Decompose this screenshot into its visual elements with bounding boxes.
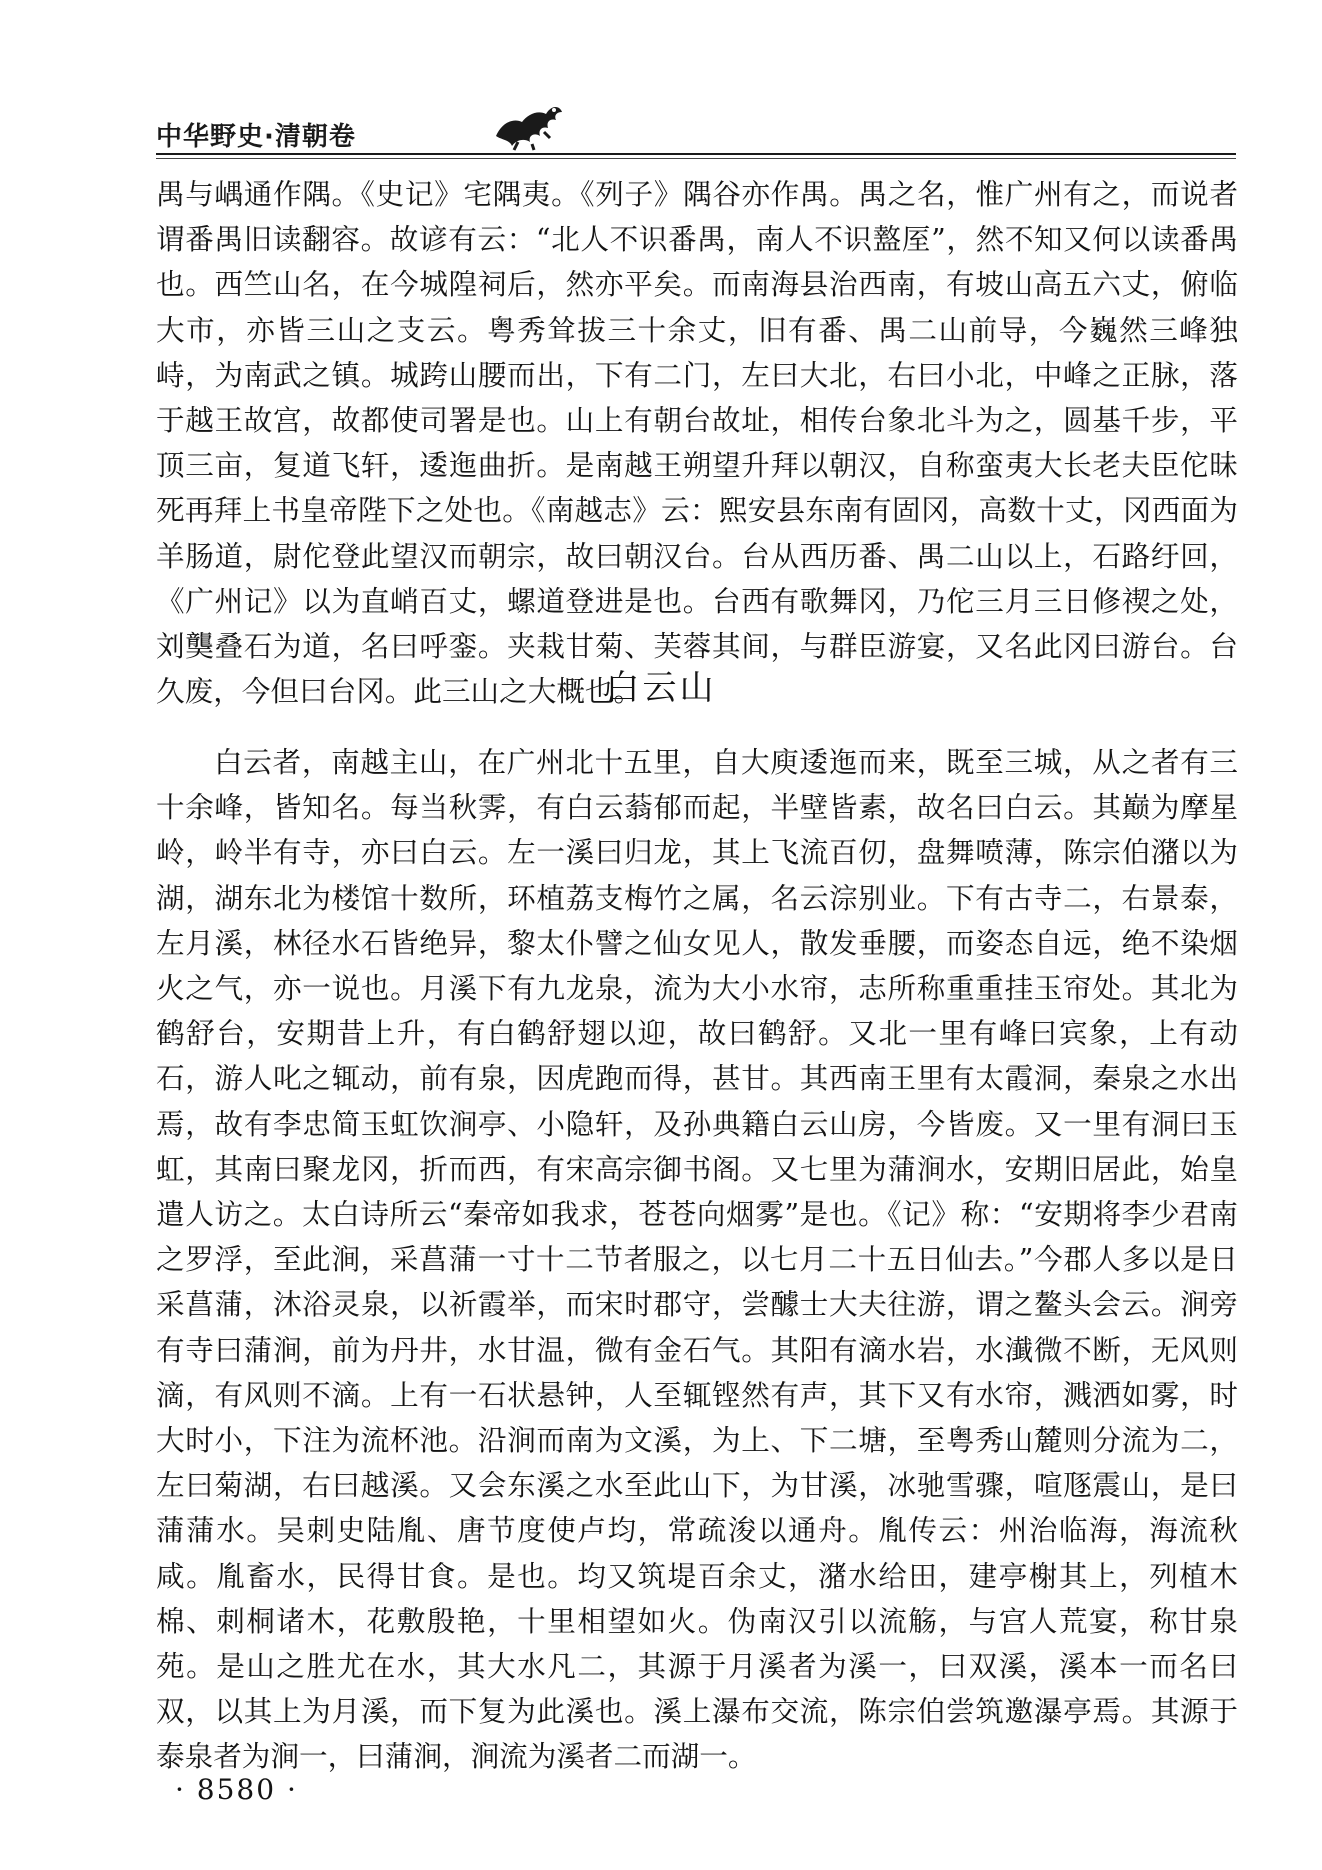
header-rule-thin <box>156 158 1236 159</box>
header-rule <box>156 153 1236 155</box>
page-number: · 8580 · <box>175 1773 298 1806</box>
dragon-emblem-icon <box>488 92 568 152</box>
paragraph-1: 禺与嵎通作隅。《史记》宅隅夷。《列子》隅谷亦作禺。禺之名，惟广州有之，而说者谓番禺旧读翻容。故谚有云：“北人不识番禺，南人不识盩厔”，然不知又何以读番禺也。西竺山名，在今城隍祠后，然亦平矣。而南海县治西南，有坡山高五六丈，俯临大市，亦皆三山之支云。粤秀耸拔三十余丈，旧有番、禺二山前导，今巍然三峰独峙，为南武之镇。城跨山腰而出，下有二门，左曰大北，右曰小北，中峰之正脉，落于越王故宫，故都使司署是也。山上有朝台故址，相传台象北斗为之，圆基千步，平顶三亩，复道飞轩，逶迤曲折。是南越王朔望升拜以朝汉，自称蛮夷大长老夫臣佗昧死再拜上书皇帝陛下之处也。《南越志》云：熙安县东南有固冈，高数十丈，冈西面为羊肠道，尉佗登此望汉而朝宗，故曰朝汉台。台从西历番、禺二山以上，石路纡回，《广州记》以为直峭百丈，螺道登进是也。台西有歌舞冈，乃佗三月三日修禊之处，刘龑叠石为道，名曰呼銮。夹栽甘菊、芙蓉其间，与群臣游宴，又名此冈曰游台。台久废，今但曰台冈。此三山之大概也。 <box>156 177 1238 709</box>
paragraph-2: 白云者，南越主山，在广州北十五里，自大庾逶迤而来，既至三城，从之者有三十余峰，皆知名。每当秋霁，有白云蓊郁而起，半壁皆素，故名曰白云。其巅为摩星岭，岭半有寺，亦曰白云。左一溪曰归龙，其上飞流百仞，盘舞喷薄，陈宗伯潴以为湖，湖东北为楼馆十数所，环植荔支梅竹之属，名云淙别业。下有古寺二，右景泰，左月溪，林径水石皆绝异，黎太仆譬之仙女见人，散发垂腰，而姿态自远，绝不染烟火之气，亦一说也。月溪下有九龙泉，流为大小水帘，志所称重重挂玉帘处。其北为鹤舒台，安期昔上升，有白鹤舒翅以迎，故曰鹤舒。又北一里有峰曰宾象，上有动石，游人叱之辄动，前有泉，因虎跑而得，甚甘。其西南王里有太霞洞，秦泉之水出焉，故有李忠简玉虹饮涧亭、小隐轩，及孙典籍白云山房，今皆废。又一里有洞曰玉虹，其南曰聚龙冈，折而西，有宋高宗御书阁。又七里为蒲涧水，安期旧居此，始皇遣人访之。太白诗所云“秦帝如我求，苍苍向烟雾”是也。《记》称：“安期将李少君南之罗浮，至此涧，采菖蒲一寸十二节者服之，以七月二十五日仙去。”今郡人多以是日采菖蒲，沐浴灵泉，以祈霞举，而宋时郡守，尝醵士大夫往游，谓之鳌头会云。涧旁有寺曰蒲涧，前为丹井，水甘温，微有金石气。其阳有滴水岩，水瀐微不断，无风则滴，有风则不滴。上有一石状悬钟，人至辄铿然有声，其下又有水帘，溅洒如雾，时大时小，下注为流杯池。沿涧而南为文溪，为上、下二塘，至粤秀山麓则分流为二，左曰菊湖，右曰越溪。又会东溪之水至此山下，为甘溪，冰驰雪骤，喧豗震山，是曰蒲蒲水。吴刺史陆胤、唐节度使卢均，常疏浚以通舟。胤传云：州治临海，海流秋咸。胤畜水，民得甘食。是也。均又筑堤百余丈，潴水给田，建亭榭其上，列植木棉、刺桐诸木，花敷殷艳，十里相望如火。伪南汉引以流觞，与宫人荒宴，称甘泉苑。是山之胜尤在水，其大水凡二，其源于月溪者为溪一，曰双溪，溪本一而名曰双，以其上为月溪，而下复为此溪也。溪上瀑布交流，陈宗伯尝筑邀瀑亭焉。其源于泰泉者为涧一，曰蒲涧，涧流为溪者二而湖一。 <box>156 745 1238 1774</box>
running-head-title: 中华野史·清朝卷 <box>156 122 356 152</box>
page-header <box>156 92 1236 152</box>
section-title: 白云山 <box>605 668 717 708</box>
